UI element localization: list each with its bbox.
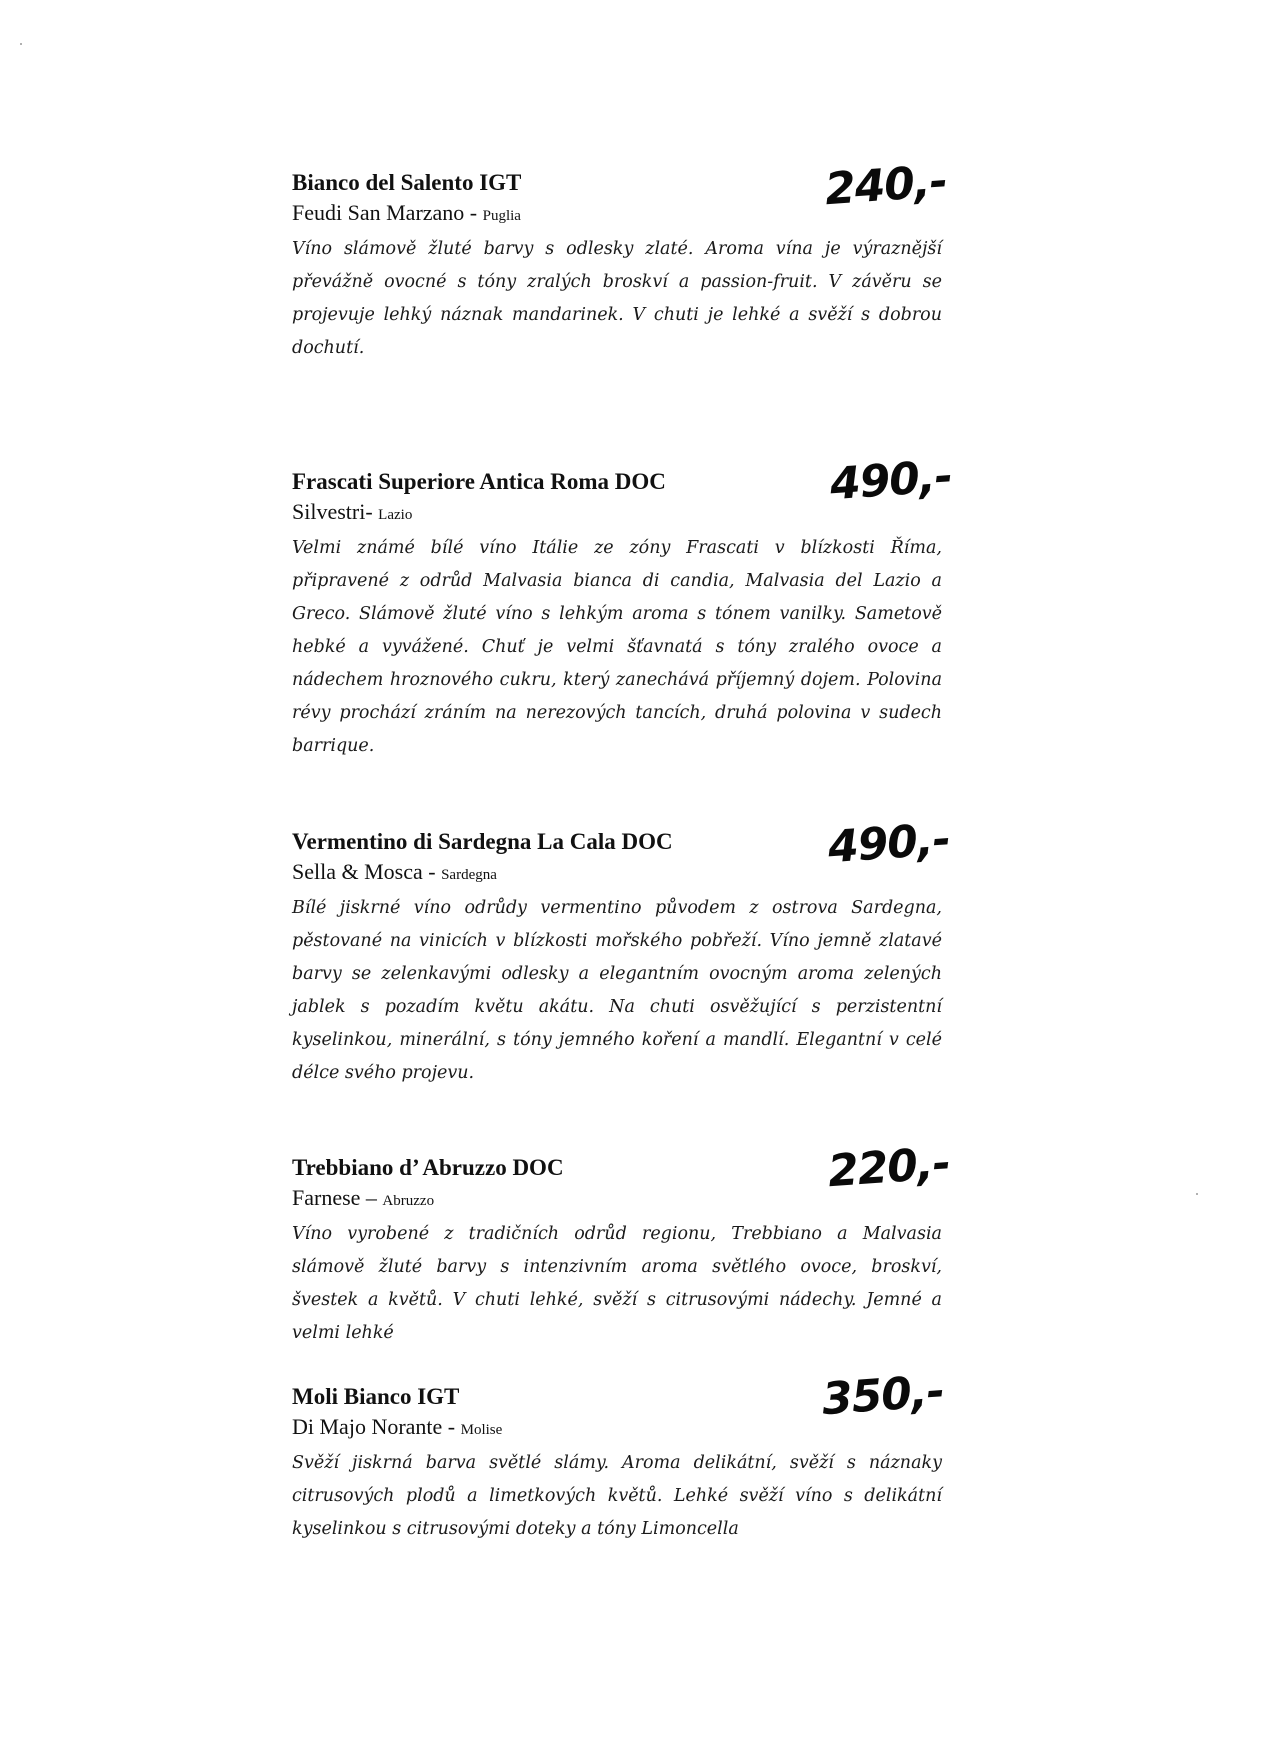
wine-name: Bianco del Salento IGT bbox=[292, 170, 522, 195]
price: 240,- bbox=[823, 155, 949, 216]
wine-description: Velmi známé bílé víno Itálie ze zóny Frascati v blízkosti Říma, připravené z odrůd Malvasia bianca di candia, Malvasia del Lazio a Greco. Slámově žluté víno s lehkým aroma s tónem vanilky. Sametově hebké a vyvážené. Chuť je velmi šťavnatá s tóny zralého ovoce a nádechem hroznového cukru, který zanechává příjemný dojem. Polovina révy prochází zráním na nerezových tancích, druhá polovina v sudech barrique. bbox=[292, 538, 942, 756]
region: Molise bbox=[460, 1422, 503, 1438]
producer: Di Majo Norante - bbox=[292, 1414, 461, 1439]
producer: Feudi San Marzano - bbox=[292, 200, 483, 225]
wine-name: Vermentino di Sardegna La Cala DOC bbox=[292, 829, 673, 854]
wine-name: Moli Bianco IGT bbox=[292, 1384, 460, 1409]
scan-speck bbox=[1196, 1193, 1198, 1195]
price: 350,- bbox=[820, 1365, 946, 1426]
price: 490,- bbox=[828, 450, 954, 511]
region: Abruzzo bbox=[382, 1193, 435, 1209]
wine-name: Frascati Superiore Antica Roma DOC bbox=[292, 469, 666, 494]
wine-description: Bílé jiskrné víno odrůdy vermentino původem z ostrova Sardegna, pěstované na vinicích v blízkosti mořského pobřeží. Víno jemně zlatavé barvy se zelenkavými odlesky a elegantním ovocným aroma zelených jablek s pozadím květu akátu. Na chuti osvěžující s perzistentní kyselinkou, minerální, s tóny jemného koření a mandlí. Elegantní v celé délce svého projevu. bbox=[292, 898, 942, 1083]
wine-name: Trebbiano d’ Abruzzo DOC bbox=[292, 1155, 564, 1180]
producer: Silvestri- bbox=[292, 499, 379, 524]
wine-entry bbox=[292, 467, 942, 763]
region: Sardegna bbox=[441, 867, 497, 883]
wine-description: Víno slámově žluté barvy s odlesky zlaté. Aroma vína je výraznější převážně ovocné s tóny zralých broskví a passion-fruit. V závěru se projevuje lehký náznak mandarinek. V chuti je lehké a svěží s dobrou dochutí. bbox=[292, 239, 942, 358]
price: 220,- bbox=[826, 1137, 952, 1198]
region: Lazio bbox=[378, 507, 413, 523]
producer: Sella & Mosca - bbox=[292, 859, 442, 884]
producer: Farnese – bbox=[292, 1185, 383, 1210]
price: 490,- bbox=[826, 813, 952, 874]
wine-description: Víno vyrobené z tradičních odrůd regionu, Trebbiano a Malvasia slámově žluté barvy s intenzivním aroma světlého ovoce, broskví, švestek a květů. V chuti lehké, svěží s citrusovými nádechy. Jemné a velmi lehké bbox=[292, 1224, 942, 1343]
scan-speck bbox=[20, 43, 22, 45]
region: Puglia bbox=[482, 208, 521, 224]
wine-description: Svěží jiskrná barva světlé slámy. Aroma delikátní, svěží s náznaky citrusových plodů a limetkových květů. Lehké svěží víno s delikátní kyselinkou s citrusovými doteky a tóny Limoncella bbox=[292, 1453, 942, 1539]
